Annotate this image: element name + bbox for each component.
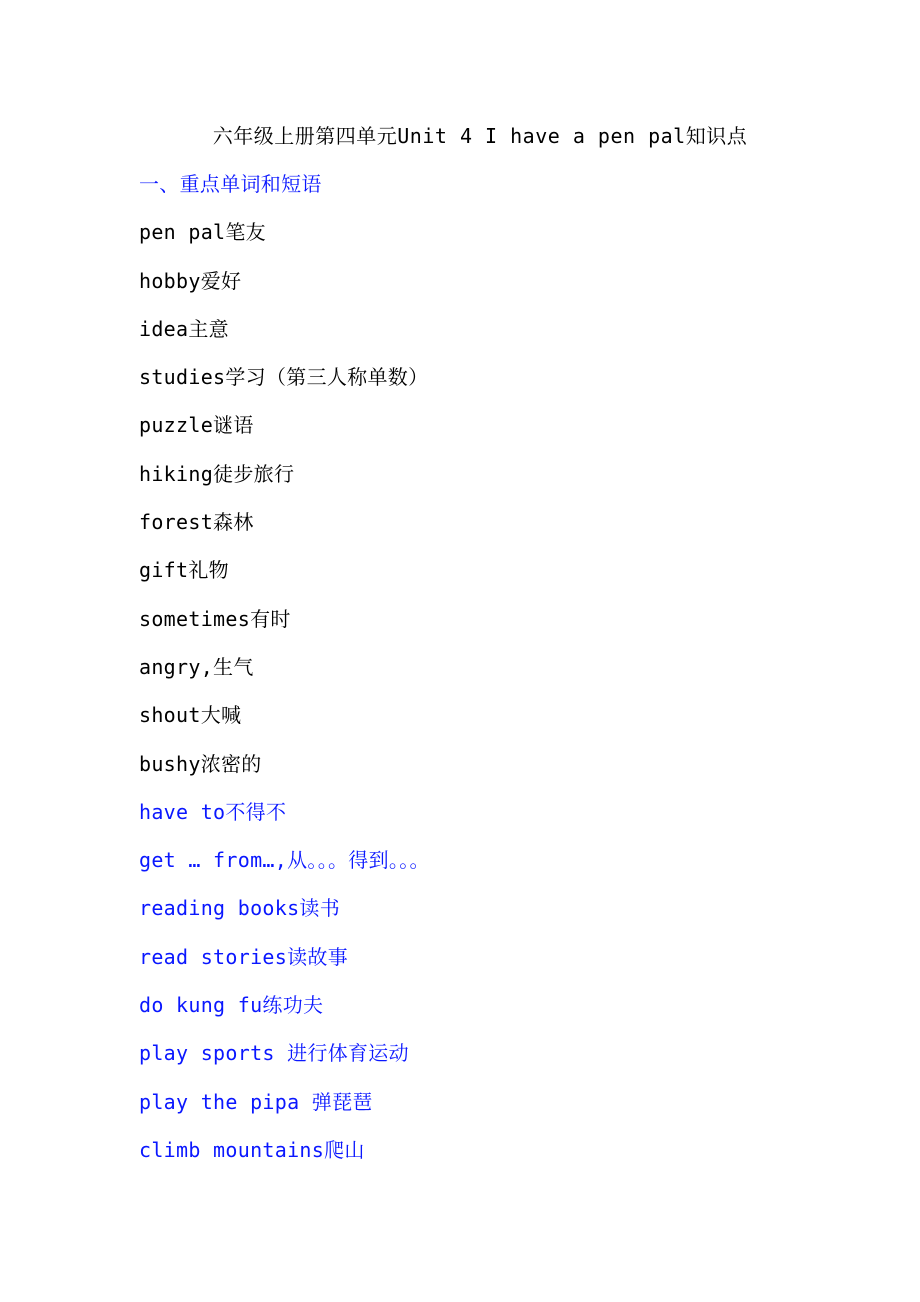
phrase-item: play sports 进行体育运动 [139,1041,409,1066]
vocab-item: pen pal笔友 [139,220,266,245]
document-title [0,118,920,154]
vocab-item: puzzle谜语 [139,413,254,438]
phrase-item: play the pipa 弹琵琶 [139,1089,373,1114]
vocab-item: hiking徒步旅行 [139,461,295,486]
phrase-item: get … from…,从。。。得到。。。 [139,848,430,873]
phrase-item: climb mountains爬山 [139,1137,365,1162]
phrase-item: read stories读故事 [139,944,348,969]
vocab-item: bushy浓密的 [139,751,262,776]
vocab-item: hobby爱好 [139,268,242,293]
section-heading: 一、重点单词和短语 [139,172,322,196]
vocab-item: angry,生气 [139,654,254,679]
document-title-text: 六年级上册第四单元Unit 4 I have a pen pal知识点 [212,124,748,148]
phrase-item: have to不得不 [139,799,287,824]
vocabulary-list [139,166,430,1180]
vocab-item: idea主意 [139,316,229,341]
vocab-item: gift礼物 [139,558,229,583]
vocab-item: studies学习（第三人称单数） [139,365,429,390]
phrase-item: do kung fu练功夫 [139,993,324,1018]
phrase-item: reading books读书 [139,896,341,921]
vocab-item: shout大喊 [139,703,242,728]
vocab-item: forest森林 [139,510,254,535]
vocab-item: sometimes有时 [139,606,291,631]
